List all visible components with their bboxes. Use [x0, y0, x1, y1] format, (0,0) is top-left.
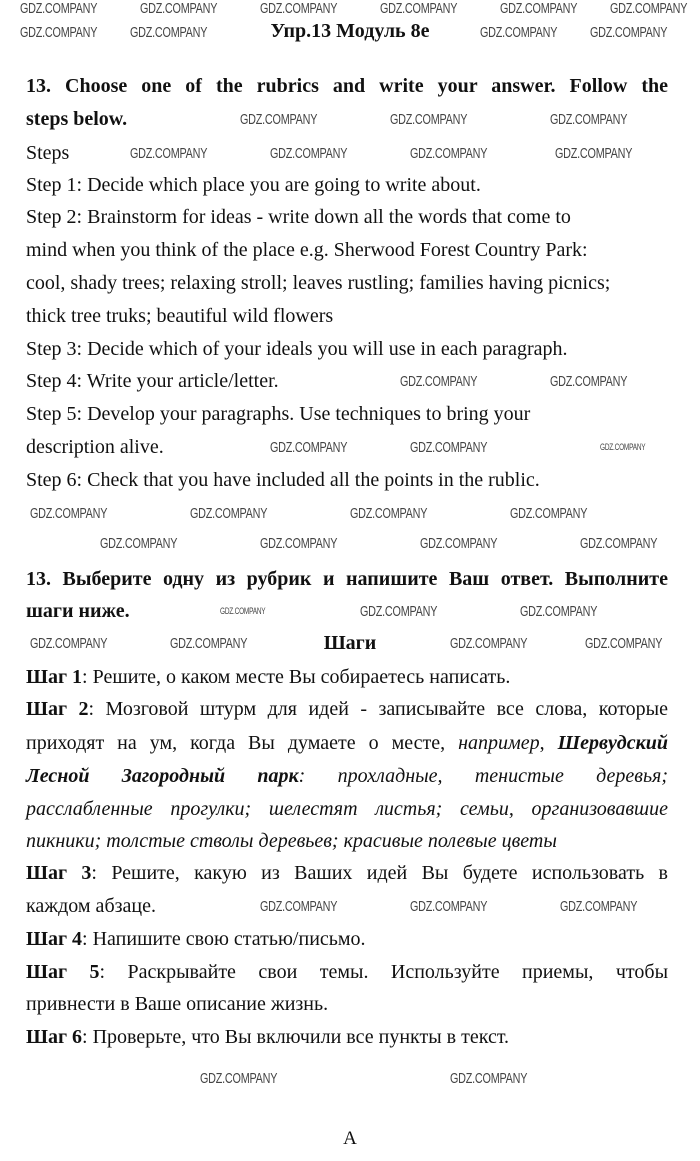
russian-steps-label — [324, 631, 377, 655]
step-text: приходят на ум, когда Вы думаете о месте, — [26, 732, 459, 754]
watermark: GDZ.COMPANY — [580, 535, 658, 552]
russian-step-4 — [26, 927, 366, 951]
russian-step-3-line2: каждом абзаце. — [26, 895, 156, 917]
watermark: GDZ.COMPANY — [240, 111, 318, 128]
heading-text: steps below. — [26, 108, 128, 130]
russian-step-2-line4: расслабленные прогулки; шелестят листья; семьи, организовавшие — [26, 798, 668, 820]
example-place: Шервудский — [557, 732, 668, 754]
watermark: GDZ.COMPANY — [260, 535, 338, 552]
heading-text: 13. Выберите одну из рубрик и напишите Ваш ответ. Выполните — [26, 568, 668, 590]
watermark: GDZ.COMPANY — [20, 0, 98, 17]
english-step-1: Step 1: Decide which place you are going to write about. — [26, 174, 481, 196]
watermark: GDZ.COMPANY — [410, 145, 488, 162]
watermark: GDZ.COMPANY — [270, 145, 348, 162]
english-step-5-line2: description alive. — [26, 436, 164, 458]
step-text-italic: например — [458, 732, 540, 754]
watermark: GDZ.COMPANY — [510, 505, 588, 522]
english-step-5: Step 5: Develop your paragraphs. Use techniques to bring your — [26, 403, 531, 425]
english-step-2: Step 2: Brainstorm for ideas - write down all the words that come to — [26, 206, 571, 228]
english-heading-line1 — [26, 74, 668, 98]
heading-text: 13. Choose one of the rubrics and write your answer. Follow the — [26, 75, 668, 97]
watermark: GDZ.COMPANY — [410, 898, 488, 915]
step-text: : Раскрывайте свои темы. Используйте приемы, чтобы — [99, 961, 669, 983]
step-label: Шаг 4 — [26, 928, 83, 950]
step-text: : Решите, о каком месте Вы собираетесь написать. — [82, 666, 511, 688]
title-text: Упр.13 Модуль 8е — [270, 20, 430, 42]
english-step-2-line4: thick tree truks; beautiful wild flowers — [26, 305, 334, 327]
heading-text: шаги ниже. — [26, 600, 130, 622]
russian-step-2-line5: пикники; толстые стволы деревьев; красивые полевые цветы — [26, 830, 557, 852]
watermark: GDZ.COMPANY — [260, 0, 338, 17]
watermark: GDZ.COMPANY — [360, 603, 438, 620]
watermark: GDZ.COMPANY — [130, 145, 208, 162]
step-text: : Проверьте, что Вы включили все пункты в текст. — [82, 1026, 510, 1048]
step-text: : Напишите свою статью/письмо. — [82, 928, 366, 950]
step-text-italic: : прохладные, тенистые деревья; — [298, 765, 668, 787]
russian-step-6 — [26, 1025, 509, 1049]
russian-step-1 — [26, 665, 510, 689]
watermark: GDZ.COMPANY — [555, 145, 633, 162]
step-label: Шаг 6 — [26, 1026, 83, 1048]
watermark: GDZ.COMPANY — [550, 373, 628, 390]
watermark: GDZ.COMPANY — [420, 535, 498, 552]
watermark: GDZ.COMPANY — [380, 0, 458, 17]
watermark: GDZ.COMPANY — [220, 606, 266, 616]
watermark: GDZ.COMPANY — [30, 635, 108, 652]
russian-step-3 — [26, 861, 668, 885]
watermark: GDZ.COMPANY — [410, 439, 488, 456]
watermark: GDZ.COMPANY — [100, 535, 178, 552]
watermark: GDZ.COMPANY — [350, 505, 428, 522]
example-place: Лесной Загородный парк — [26, 765, 299, 787]
watermark: GDZ.COMPANY — [140, 0, 218, 17]
watermark: GDZ.COMPANY — [260, 898, 338, 915]
russian-step-2-line2 — [26, 731, 668, 755]
step-text: : Решите, какую из Ваших идей Вы будете использовать в — [91, 862, 668, 884]
step-label: Шаг 3 — [26, 862, 92, 884]
watermark: GDZ.COMPANY — [190, 505, 268, 522]
watermark: GDZ.COMPANY — [200, 1070, 278, 1087]
watermark: GDZ.COMPANY — [20, 24, 98, 41]
step-label: Шаг 1 — [26, 666, 83, 688]
watermark: GDZ.COMPANY — [130, 24, 208, 41]
russian-heading-line1 — [26, 567, 668, 591]
watermark: GDZ.COMPANY — [170, 635, 248, 652]
step-label: Шаг 2 — [26, 698, 89, 720]
watermark: GDZ.COMPANY — [600, 442, 646, 452]
watermark: GDZ.COMPANY — [30, 505, 108, 522]
russian-step-5-line2: привнести в Ваше описание жизнь. — [26, 993, 329, 1015]
english-heading-line2 — [26, 107, 127, 131]
russian-step-5 — [26, 960, 668, 984]
watermark: GDZ.COMPANY — [480, 24, 558, 41]
watermark: GDZ.COMPANY — [610, 0, 688, 17]
page-title — [270, 19, 429, 43]
watermark: GDZ.COMPANY — [450, 635, 528, 652]
english-step-3: Step 3: Decide which of your ideals you will use in each paragraph. — [26, 338, 568, 360]
watermark: GDZ.COMPANY — [590, 24, 668, 41]
watermark: GDZ.COMPANY — [400, 373, 478, 390]
watermark: GDZ.COMPANY — [585, 635, 663, 652]
english-step-4: Step 4: Write your article/letter. — [26, 370, 279, 392]
page-footer-letter: A — [343, 1128, 357, 1149]
russian-step-2-line3 — [26, 764, 668, 788]
watermark: GDZ.COMPANY — [270, 439, 348, 456]
step-text: , — [539, 732, 558, 754]
english-step-6: Step 6: Check that you have included all the points in the rublic. — [26, 469, 540, 491]
russian-heading-line2 — [26, 599, 130, 623]
watermark: GDZ.COMPANY — [550, 111, 628, 128]
english-step-2-line3: cool, shady trees; relaxing stroll; leaves rustling; families having picnics; — [26, 272, 611, 294]
watermark: GDZ.COMPANY — [450, 1070, 528, 1087]
step-label: Шаг 5 — [26, 961, 100, 983]
russian-step-2 — [26, 697, 668, 721]
watermark: GDZ.COMPANY — [390, 111, 468, 128]
watermark: GDZ.COMPANY — [500, 0, 578, 17]
watermark: GDZ.COMPANY — [520, 603, 598, 620]
steps-heading: Шаги — [323, 632, 377, 654]
step-text: : Мозговой штурм для идей - записывайте все слова, которые — [88, 698, 668, 720]
english-step-2-line2: mind when you think of the place e.g. Sherwood Forest Country Park: — [26, 239, 588, 261]
english-steps-label: Steps — [26, 142, 70, 164]
watermark: GDZ.COMPANY — [560, 898, 638, 915]
